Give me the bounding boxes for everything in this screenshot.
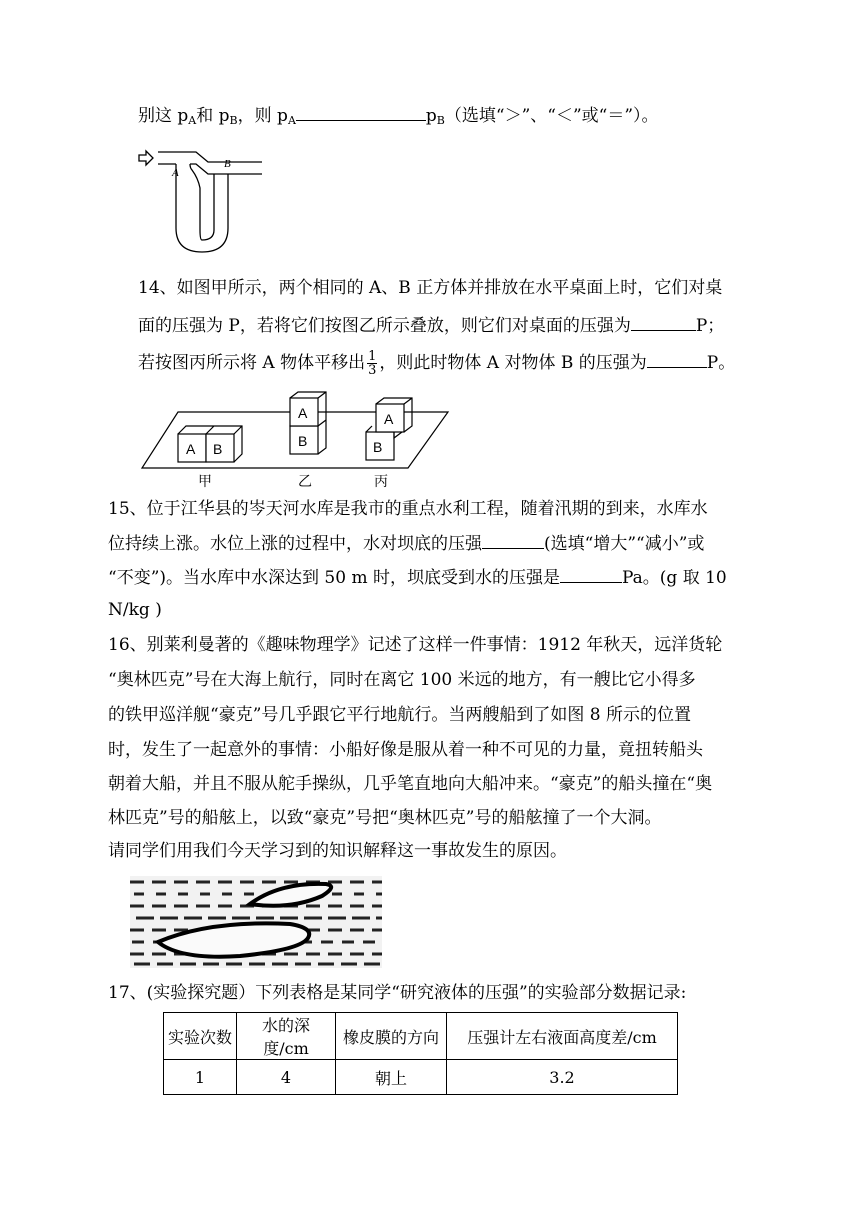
sub-b: B: [436, 114, 445, 127]
table-cell: 朝上: [336, 1060, 447, 1095]
label-yi: 乙: [298, 474, 312, 490]
label-b: B: [224, 158, 231, 170]
label-a: A: [298, 405, 308, 421]
label-bing: 丙: [374, 474, 388, 490]
cubes-figure: [140, 390, 460, 490]
table-row: [164, 1060, 678, 1095]
q14-line2: [138, 314, 724, 337]
data-table: [163, 1012, 678, 1095]
q15-line2: [108, 532, 704, 555]
q15-line3: [108, 566, 727, 589]
q14-line1: 14、如图甲所示，两个相同的 A、B 正方体并排放在水平桌面上时，它们对桌: [138, 278, 723, 298]
q16-line3: 的铁甲巡洋舰“豪克”号几乎跟它平行地航行。当两艘船到了如图 8 所示的位置: [108, 705, 692, 725]
q15-text: 位持续上涨。水位上涨的过程中，水对坝底的压强: [108, 534, 482, 554]
q14-text: ，则此时物体 A 对物体 B 的压强为: [379, 353, 647, 373]
frac-numerator: 1: [368, 349, 377, 364]
q15-text: “不变”)。当水库中水深达到 50 m 时，坝底受到水的压强是: [108, 568, 560, 588]
ships-figure: [130, 876, 382, 968]
label-b: B: [298, 433, 308, 449]
answer-blank[interactable]: [631, 314, 696, 331]
q13-text: p: [425, 106, 437, 126]
label-jia: 甲: [198, 474, 212, 490]
q14-text: 若按图丙所示将 A 物体平移出: [138, 353, 366, 373]
q16-line7: 请同学们用我们今天学习到的知识解释这一事故发生的原因。: [108, 841, 567, 861]
q15-text: Pa。(g 取 10: [621, 568, 727, 588]
answer-blank[interactable]: [482, 532, 544, 549]
label-b: B: [373, 439, 383, 455]
arrow-icon: [139, 151, 153, 165]
q13-text: 别这 p: [138, 106, 189, 126]
table-cell: 4: [237, 1060, 336, 1095]
table-header-row: [164, 1013, 678, 1060]
q16-line6: 林匹克”号的船舷上，以致“豪克”号把“奥林匹克”号的船舷撞了一个大洞。: [108, 808, 662, 828]
q13-text: （选填“＞”、“＜”或“＝”）。: [444, 106, 659, 126]
pipe-u-tube-figure: [136, 148, 276, 258]
q15-text: (选填“增大”“减小”或: [544, 534, 705, 554]
table-header: 橡皮膜的方向: [336, 1013, 447, 1060]
label-a: A: [186, 441, 196, 457]
answer-blank[interactable]: [560, 566, 622, 583]
q13-text: 和 p: [196, 106, 230, 126]
table-header: 水的深度/cm: [237, 1013, 336, 1060]
table-cell: 1: [164, 1060, 237, 1095]
sub-b: B: [229, 114, 238, 127]
table-header: 实验次数: [164, 1013, 237, 1060]
frac-denominator: 3: [368, 363, 377, 378]
q16-line1: 16、别莱利曼著的《趣味物理学》记述了这样一件事情：1912 年秋天，远洋货轮: [108, 635, 723, 655]
q15-line4: N/kg ): [108, 600, 162, 620]
q17-intro: 17、(实验探究题）下列表格是某同学“研究液体的压强”的实验部分数据记录:: [108, 983, 687, 1003]
sub-a: A: [287, 114, 296, 127]
q15-line1: 15、位于江华县的岑天河水库是我市的重点水利工程，随着汛期的到来，水库水: [108, 499, 708, 519]
q14-line3: [138, 350, 735, 377]
answer-blank[interactable]: [647, 351, 707, 368]
q13-line: [138, 104, 659, 132]
answer-blank[interactable]: [296, 104, 426, 121]
label-a: A: [384, 411, 394, 427]
q14-text: P。: [706, 353, 736, 373]
sub-a: A: [188, 114, 197, 127]
q14-text: 面的压强为 P，若将它们按图乙所示叠放，则它们对桌面的压强为: [138, 316, 631, 336]
q13-text: ，则 p: [237, 106, 288, 126]
table-cell: 3.2: [447, 1060, 678, 1095]
q16-line2: “奥林匹克”号在大海上航行，同时在离它 100 米远的地方，有一艘比它小得多: [108, 670, 696, 690]
label-a: A: [172, 167, 179, 179]
q14-text: P；: [695, 316, 725, 336]
q16-line5: 朝着大船，并且不服从舵手操纵，几乎笔直地向大船冲来。“豪克”的船头撞在“奥: [108, 774, 713, 794]
table-header: 压强计左右液面高度差/cm: [447, 1013, 678, 1060]
fraction-one-third: [367, 350, 377, 377]
q16-line4: 时，发生了一起意外的事情：小船好像是服从着一种不可见的力量，竟扭转船头: [108, 740, 703, 760]
label-b: B: [213, 441, 223, 457]
